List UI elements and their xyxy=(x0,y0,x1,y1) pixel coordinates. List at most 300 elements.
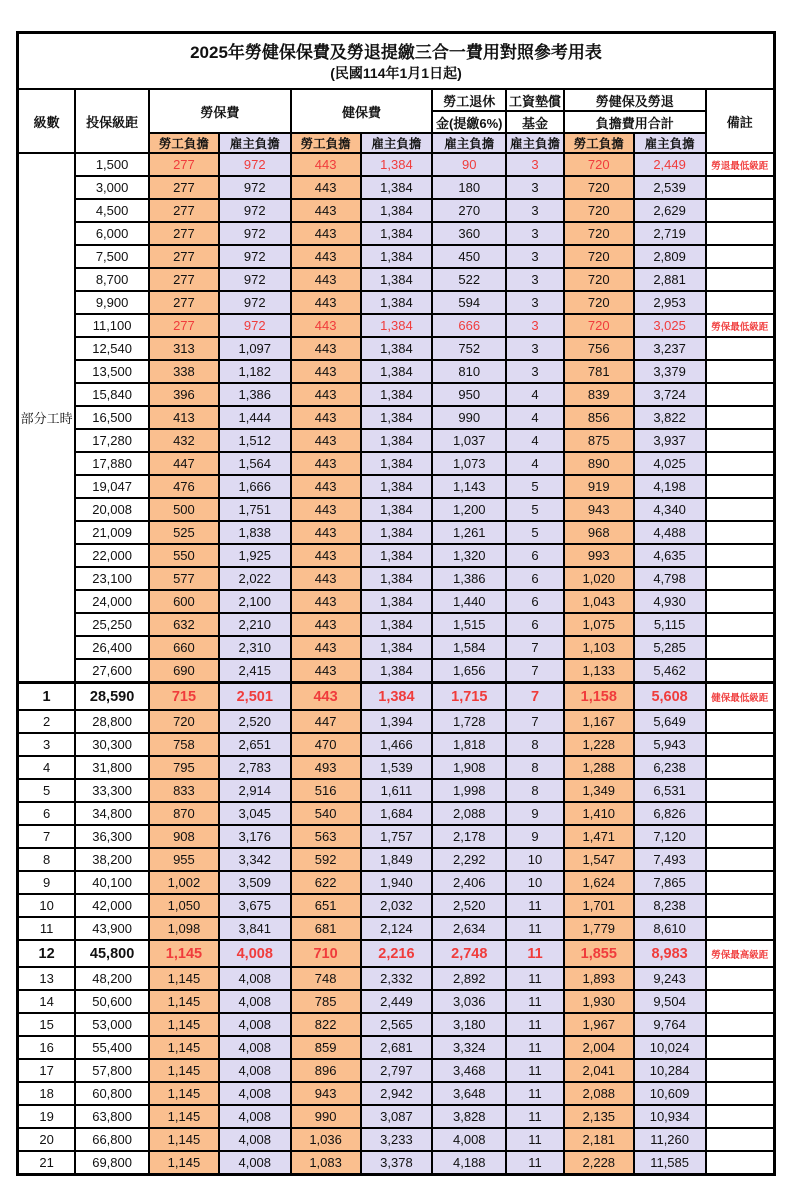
cell-labor-employee: 277 xyxy=(149,176,219,199)
cell-health-employer: 2,681 xyxy=(361,1036,433,1059)
cell-total-employer: 10,609 xyxy=(634,1082,706,1105)
cell-health-employee: 443 xyxy=(291,337,361,360)
cell-pension-employer: 3,324 xyxy=(432,1036,506,1059)
cell-labor-employer: 972 xyxy=(219,291,291,314)
cell-remark xyxy=(706,802,775,825)
cell-pension-employer: 1,200 xyxy=(432,498,506,521)
cell-remark xyxy=(706,636,775,659)
cell-remark xyxy=(706,613,775,636)
cell-pension-employer: 666 xyxy=(432,314,506,337)
subheader-labor-employer: 雇主負擔 xyxy=(219,133,291,153)
cell-pension-employer: 2,634 xyxy=(432,917,506,940)
cell-fund-employer: 7 xyxy=(506,683,564,711)
cell-health-employee: 443 xyxy=(291,268,361,291)
cell-health-employer: 1,384 xyxy=(361,360,433,383)
cell-remark xyxy=(706,245,775,268)
part-time-label: 部分工時 xyxy=(18,153,76,683)
cell-health-employee: 443 xyxy=(291,222,361,245)
cell-labor-employer: 1,512 xyxy=(219,429,291,452)
cell-bracket: 22,000 xyxy=(75,544,149,567)
cell-bracket: 28,590 xyxy=(75,683,149,711)
table-row xyxy=(18,383,775,406)
cell-total-employer: 3,025 xyxy=(634,314,706,337)
cell-health-employer: 1,384 xyxy=(361,176,433,199)
cell-remark xyxy=(706,475,775,498)
table-row xyxy=(18,314,775,337)
cell-health-employer: 3,087 xyxy=(361,1105,433,1128)
cell-labor-employee: 550 xyxy=(149,544,219,567)
cell-labor-employee: 1,145 xyxy=(149,990,219,1013)
cell-fund-employer: 11 xyxy=(506,990,564,1013)
cell-pension-employer: 752 xyxy=(432,337,506,360)
cell-labor-employer: 1,925 xyxy=(219,544,291,567)
table-row xyxy=(18,544,775,567)
cell-total-employer: 10,024 xyxy=(634,1036,706,1059)
cell-level: 13 xyxy=(18,967,76,990)
cell-health-employer: 1,539 xyxy=(361,756,433,779)
cell-health-employer: 1,684 xyxy=(361,802,433,825)
cell-labor-employer: 3,841 xyxy=(219,917,291,940)
cell-remark xyxy=(706,521,775,544)
cell-labor-employee: 1,002 xyxy=(149,871,219,894)
cell-labor-employee: 1,098 xyxy=(149,917,219,940)
cell-level: 5 xyxy=(18,779,76,802)
cell-fund-employer: 3 xyxy=(506,176,564,199)
table-row xyxy=(18,967,775,990)
table-row xyxy=(18,779,775,802)
cell-fund-employer: 11 xyxy=(506,1128,564,1151)
cell-total-employee: 2,228 xyxy=(564,1151,634,1175)
cell-fund-employer: 3 xyxy=(506,245,564,268)
cell-labor-employer: 4,008 xyxy=(219,940,291,967)
cell-health-employee: 443 xyxy=(291,475,361,498)
cell-total-employer: 8,983 xyxy=(634,940,706,967)
cell-labor-employee: 1,145 xyxy=(149,1013,219,1036)
cell-labor-employer: 2,651 xyxy=(219,733,291,756)
cell-remark xyxy=(706,1128,775,1151)
cell-total-employer: 9,764 xyxy=(634,1013,706,1036)
cell-total-employee: 993 xyxy=(564,544,634,567)
cell-bracket: 13,500 xyxy=(75,360,149,383)
cell-bracket: 43,900 xyxy=(75,917,149,940)
cell-fund-employer: 7 xyxy=(506,710,564,733)
cell-health-employee: 859 xyxy=(291,1036,361,1059)
cell-remark xyxy=(706,222,775,245)
cell-labor-employer: 3,675 xyxy=(219,894,291,917)
cell-remark: 健保最低級距 xyxy=(706,683,775,711)
cell-health-employer: 1,394 xyxy=(361,710,433,733)
table-row xyxy=(18,894,775,917)
cell-bracket: 7,500 xyxy=(75,245,149,268)
cell-pension-employer: 1,320 xyxy=(432,544,506,567)
cell-bracket: 20,008 xyxy=(75,498,149,521)
cell-pension-employer: 180 xyxy=(432,176,506,199)
cell-health-employer: 1,384 xyxy=(361,314,433,337)
cell-labor-employer: 972 xyxy=(219,268,291,291)
cell-labor-employer: 3,045 xyxy=(219,802,291,825)
cell-health-employer: 2,216 xyxy=(361,940,433,967)
cell-health-employee: 443 xyxy=(291,291,361,314)
cell-total-employee: 720 xyxy=(564,153,634,176)
cell-total-employer: 3,237 xyxy=(634,337,706,360)
cell-health-employee: 447 xyxy=(291,710,361,733)
cell-pension-employer: 360 xyxy=(432,222,506,245)
cell-labor-employee: 1,145 xyxy=(149,940,219,967)
cell-labor-employer: 1,838 xyxy=(219,521,291,544)
cell-fund-employer: 11 xyxy=(506,917,564,940)
cell-labor-employee: 525 xyxy=(149,521,219,544)
cell-level: 9 xyxy=(18,871,76,894)
cell-level: 3 xyxy=(18,733,76,756)
cell-total-employer: 2,809 xyxy=(634,245,706,268)
fee-table xyxy=(16,31,776,1176)
cell-health-employee: 443 xyxy=(291,383,361,406)
cell-remark xyxy=(706,990,775,1013)
cell-pension-employer: 1,037 xyxy=(432,429,506,452)
cell-level: 16 xyxy=(18,1036,76,1059)
cell-total-employee: 781 xyxy=(564,360,634,383)
cell-level: 7 xyxy=(18,825,76,848)
cell-bracket: 40,100 xyxy=(75,871,149,894)
cell-total-employee: 890 xyxy=(564,452,634,475)
cell-health-employer: 2,942 xyxy=(361,1082,433,1105)
cell-fund-employer: 3 xyxy=(506,337,564,360)
col-header-remark: 備註 xyxy=(706,89,775,153)
cell-level: 15 xyxy=(18,1013,76,1036)
col-header-total-line1: 勞健保及勞退 xyxy=(564,89,706,111)
cell-labor-employer: 972 xyxy=(219,176,291,199)
cell-fund-employer: 5 xyxy=(506,498,564,521)
cell-level: 14 xyxy=(18,990,76,1013)
cell-labor-employee: 1,050 xyxy=(149,894,219,917)
cell-labor-employee: 476 xyxy=(149,475,219,498)
cell-level: 19 xyxy=(18,1105,76,1128)
cell-bracket: 17,280 xyxy=(75,429,149,452)
cell-labor-employer: 2,022 xyxy=(219,567,291,590)
cell-labor-employer: 4,008 xyxy=(219,1105,291,1128)
table-row xyxy=(18,1013,775,1036)
cell-health-employer: 1,611 xyxy=(361,779,433,802)
cell-health-employee: 443 xyxy=(291,245,361,268)
cell-remark xyxy=(706,337,775,360)
cell-labor-employee: 447 xyxy=(149,452,219,475)
title-row xyxy=(18,33,775,90)
cell-remark xyxy=(706,291,775,314)
cell-pension-employer: 1,908 xyxy=(432,756,506,779)
cell-total-employee: 1,020 xyxy=(564,567,634,590)
cell-remark xyxy=(706,779,775,802)
cell-fund-employer: 9 xyxy=(506,825,564,848)
cell-bracket: 23,100 xyxy=(75,567,149,590)
cell-health-employer: 2,332 xyxy=(361,967,433,990)
table-row xyxy=(18,940,775,967)
cell-bracket: 55,400 xyxy=(75,1036,149,1059)
cell-health-employer: 1,384 xyxy=(361,683,433,711)
cell-total-employer: 6,531 xyxy=(634,779,706,802)
cell-health-employee: 443 xyxy=(291,544,361,567)
cell-bracket: 28,800 xyxy=(75,710,149,733)
cell-labor-employer: 4,008 xyxy=(219,1013,291,1036)
cell-pension-employer: 1,715 xyxy=(432,683,506,711)
cell-bracket: 15,840 xyxy=(75,383,149,406)
cell-bracket: 1,500 xyxy=(75,153,149,176)
col-header-bracket: 投保級距 xyxy=(75,89,149,153)
cell-health-employee: 1,083 xyxy=(291,1151,361,1175)
cell-fund-employer: 4 xyxy=(506,406,564,429)
cell-labor-employer: 1,097 xyxy=(219,337,291,360)
cell-health-employee: 493 xyxy=(291,756,361,779)
cell-total-employer: 5,115 xyxy=(634,613,706,636)
cell-total-employer: 5,608 xyxy=(634,683,706,711)
cell-labor-employee: 833 xyxy=(149,779,219,802)
cell-labor-employer: 3,176 xyxy=(219,825,291,848)
cell-labor-employee: 277 xyxy=(149,222,219,245)
cell-labor-employee: 955 xyxy=(149,848,219,871)
table-row xyxy=(18,848,775,871)
cell-bracket: 6,000 xyxy=(75,222,149,245)
cell-pension-employer: 2,088 xyxy=(432,802,506,825)
table-body xyxy=(18,153,775,1175)
cell-total-employee: 1,471 xyxy=(564,825,634,848)
cell-fund-employer: 11 xyxy=(506,1105,564,1128)
cell-labor-employer: 4,008 xyxy=(219,1082,291,1105)
cell-fund-employer: 4 xyxy=(506,383,564,406)
cell-total-employee: 2,088 xyxy=(564,1082,634,1105)
cell-total-employer: 2,719 xyxy=(634,222,706,245)
table-row xyxy=(18,917,775,940)
cell-total-employee: 1,893 xyxy=(564,967,634,990)
cell-fund-employer: 5 xyxy=(506,521,564,544)
cell-bracket: 26,400 xyxy=(75,636,149,659)
cell-health-employee: 443 xyxy=(291,613,361,636)
cell-health-employer: 1,384 xyxy=(361,452,433,475)
cell-total-employee: 2,041 xyxy=(564,1059,634,1082)
cell-bracket: 63,800 xyxy=(75,1105,149,1128)
cell-pension-employer: 950 xyxy=(432,383,506,406)
cell-total-employer: 2,539 xyxy=(634,176,706,199)
cell-labor-employee: 1,145 xyxy=(149,1059,219,1082)
cell-remark xyxy=(706,590,775,613)
cell-fund-employer: 11 xyxy=(506,1082,564,1105)
cell-total-employee: 1,855 xyxy=(564,940,634,967)
cell-labor-employee: 1,145 xyxy=(149,1128,219,1151)
cell-labor-employer: 972 xyxy=(219,199,291,222)
cell-labor-employer: 1,666 xyxy=(219,475,291,498)
cell-remark xyxy=(706,825,775,848)
cell-health-employer: 1,384 xyxy=(361,222,433,245)
cell-total-employer: 3,724 xyxy=(634,383,706,406)
cell-total-employee: 1,075 xyxy=(564,613,634,636)
cell-total-employer: 4,930 xyxy=(634,590,706,613)
cell-health-employer: 1,384 xyxy=(361,544,433,567)
table-row xyxy=(18,613,775,636)
cell-health-employee: 470 xyxy=(291,733,361,756)
header-row-1 xyxy=(18,89,775,111)
subheader-pension-employer: 雇主負擔 xyxy=(432,133,506,153)
table-row xyxy=(18,590,775,613)
cell-total-employer: 2,449 xyxy=(634,153,706,176)
cell-health-employee: 516 xyxy=(291,779,361,802)
cell-bracket: 69,800 xyxy=(75,1151,149,1175)
cell-total-employee: 1,624 xyxy=(564,871,634,894)
cell-remark xyxy=(706,917,775,940)
cell-total-employer: 5,285 xyxy=(634,636,706,659)
cell-total-employee: 943 xyxy=(564,498,634,521)
cell-labor-employee: 432 xyxy=(149,429,219,452)
cell-labor-employer: 2,520 xyxy=(219,710,291,733)
cell-level: 12 xyxy=(18,940,76,967)
cell-labor-employee: 396 xyxy=(149,383,219,406)
cell-pension-employer: 3,648 xyxy=(432,1082,506,1105)
cell-total-employer: 11,585 xyxy=(634,1151,706,1175)
cell-health-employer: 1,384 xyxy=(361,383,433,406)
cell-health-employee: 822 xyxy=(291,1013,361,1036)
cell-fund-employer: 8 xyxy=(506,779,564,802)
cell-health-employer: 1,384 xyxy=(361,337,433,360)
cell-health-employee: 896 xyxy=(291,1059,361,1082)
col-header-fund-line2: 基金 xyxy=(506,111,564,133)
table-row xyxy=(18,710,775,733)
cell-health-employer: 1,849 xyxy=(361,848,433,871)
cell-total-employer: 5,462 xyxy=(634,659,706,683)
cell-fund-employer: 3 xyxy=(506,222,564,245)
cell-pension-employer: 1,073 xyxy=(432,452,506,475)
cell-total-employee: 2,135 xyxy=(564,1105,634,1128)
cell-pension-employer: 522 xyxy=(432,268,506,291)
cell-labor-employer: 4,008 xyxy=(219,990,291,1013)
cell-health-employee: 1,036 xyxy=(291,1128,361,1151)
cell-health-employer: 1,384 xyxy=(361,521,433,544)
cell-total-employee: 1,158 xyxy=(564,683,634,711)
cell-labor-employer: 1,564 xyxy=(219,452,291,475)
cell-total-employee: 1,103 xyxy=(564,636,634,659)
cell-health-employer: 1,384 xyxy=(361,498,433,521)
cell-pension-employer: 990 xyxy=(432,406,506,429)
cell-total-employer: 2,953 xyxy=(634,291,706,314)
cell-health-employer: 1,384 xyxy=(361,291,433,314)
cell-fund-employer: 11 xyxy=(506,1059,564,1082)
cell-total-employer: 6,238 xyxy=(634,756,706,779)
cell-labor-employer: 4,008 xyxy=(219,1036,291,1059)
cell-labor-employee: 1,145 xyxy=(149,1082,219,1105)
cell-labor-employer: 1,182 xyxy=(219,360,291,383)
cell-pension-employer: 1,998 xyxy=(432,779,506,802)
cell-remark xyxy=(706,756,775,779)
table-row xyxy=(18,153,775,176)
cell-health-employee: 443 xyxy=(291,521,361,544)
cell-total-employee: 1,043 xyxy=(564,590,634,613)
cell-labor-employer: 972 xyxy=(219,153,291,176)
cell-level: 21 xyxy=(18,1151,76,1175)
cell-total-employer: 3,937 xyxy=(634,429,706,452)
cell-labor-employee: 413 xyxy=(149,406,219,429)
cell-remark xyxy=(706,871,775,894)
cell-fund-employer: 3 xyxy=(506,291,564,314)
cell-labor-employee: 660 xyxy=(149,636,219,659)
cell-labor-employee: 632 xyxy=(149,613,219,636)
cell-bracket: 8,700 xyxy=(75,268,149,291)
cell-labor-employee: 338 xyxy=(149,360,219,383)
cell-total-employee: 1,410 xyxy=(564,802,634,825)
col-header-labor-fee: 勞保費 xyxy=(149,89,291,133)
cell-fund-employer: 11 xyxy=(506,1036,564,1059)
col-header-total-line2: 負擔費用合計 xyxy=(564,111,706,133)
table-row xyxy=(18,683,775,711)
cell-bracket: 21,009 xyxy=(75,521,149,544)
cell-labor-employee: 577 xyxy=(149,567,219,590)
cell-labor-employer: 2,310 xyxy=(219,636,291,659)
cell-labor-employee: 277 xyxy=(149,314,219,337)
cell-labor-employee: 1,145 xyxy=(149,967,219,990)
cell-labor-employee: 1,145 xyxy=(149,1105,219,1128)
cell-bracket: 24,000 xyxy=(75,590,149,613)
cell-health-employer: 1,466 xyxy=(361,733,433,756)
cell-fund-employer: 8 xyxy=(506,756,564,779)
table-row xyxy=(18,990,775,1013)
cell-total-employee: 720 xyxy=(564,245,634,268)
cell-total-employee: 1,547 xyxy=(564,848,634,871)
cell-health-employer: 1,384 xyxy=(361,590,433,613)
cell-total-employer: 4,635 xyxy=(634,544,706,567)
table-row xyxy=(18,802,775,825)
cell-total-employee: 1,779 xyxy=(564,917,634,940)
cell-remark xyxy=(706,406,775,429)
cell-bracket: 11,100 xyxy=(75,314,149,337)
cell-labor-employee: 1,145 xyxy=(149,1151,219,1175)
col-header-level: 級數 xyxy=(18,89,76,153)
cell-remark xyxy=(706,567,775,590)
cell-level: 2 xyxy=(18,710,76,733)
cell-health-employee: 443 xyxy=(291,683,361,711)
cell-fund-employer: 11 xyxy=(506,1013,564,1036)
cell-health-employee: 443 xyxy=(291,314,361,337)
cell-fund-employer: 3 xyxy=(506,153,564,176)
cell-bracket: 3,000 xyxy=(75,176,149,199)
cell-total-employer: 5,943 xyxy=(634,733,706,756)
cell-pension-employer: 90 xyxy=(432,153,506,176)
cell-remark xyxy=(706,1105,775,1128)
cell-fund-employer: 5 xyxy=(506,475,564,498)
cell-pension-employer: 2,292 xyxy=(432,848,506,871)
page-subtitle: (民國114年1月1日起) xyxy=(330,65,462,82)
table-row xyxy=(18,521,775,544)
cell-pension-employer: 2,178 xyxy=(432,825,506,848)
cell-total-employee: 968 xyxy=(564,521,634,544)
cell-fund-employer: 6 xyxy=(506,590,564,613)
cell-remark: 勞保最高級距 xyxy=(706,940,775,967)
cell-health-employer: 2,565 xyxy=(361,1013,433,1036)
cell-labor-employee: 600 xyxy=(149,590,219,613)
cell-remark xyxy=(706,1013,775,1036)
cell-level: 1 xyxy=(18,683,76,711)
col-header-pension-line2: 金(提繳6%) xyxy=(432,111,506,133)
cell-health-employee: 681 xyxy=(291,917,361,940)
cell-health-employer: 1,384 xyxy=(361,153,433,176)
cell-total-employee: 720 xyxy=(564,268,634,291)
cell-total-employee: 1,349 xyxy=(564,779,634,802)
cell-fund-employer: 6 xyxy=(506,544,564,567)
cell-fund-employer: 10 xyxy=(506,848,564,871)
subheader-labor-employee: 勞工負擔 xyxy=(149,133,219,153)
cell-labor-employee: 277 xyxy=(149,199,219,222)
col-header-pension-line1: 勞工退休 xyxy=(432,89,506,111)
table-row xyxy=(18,222,775,245)
table-row xyxy=(18,1151,775,1175)
cell-pension-employer: 1,143 xyxy=(432,475,506,498)
cell-labor-employer: 2,914 xyxy=(219,779,291,802)
cell-total-employee: 875 xyxy=(564,429,634,452)
table-row xyxy=(18,733,775,756)
